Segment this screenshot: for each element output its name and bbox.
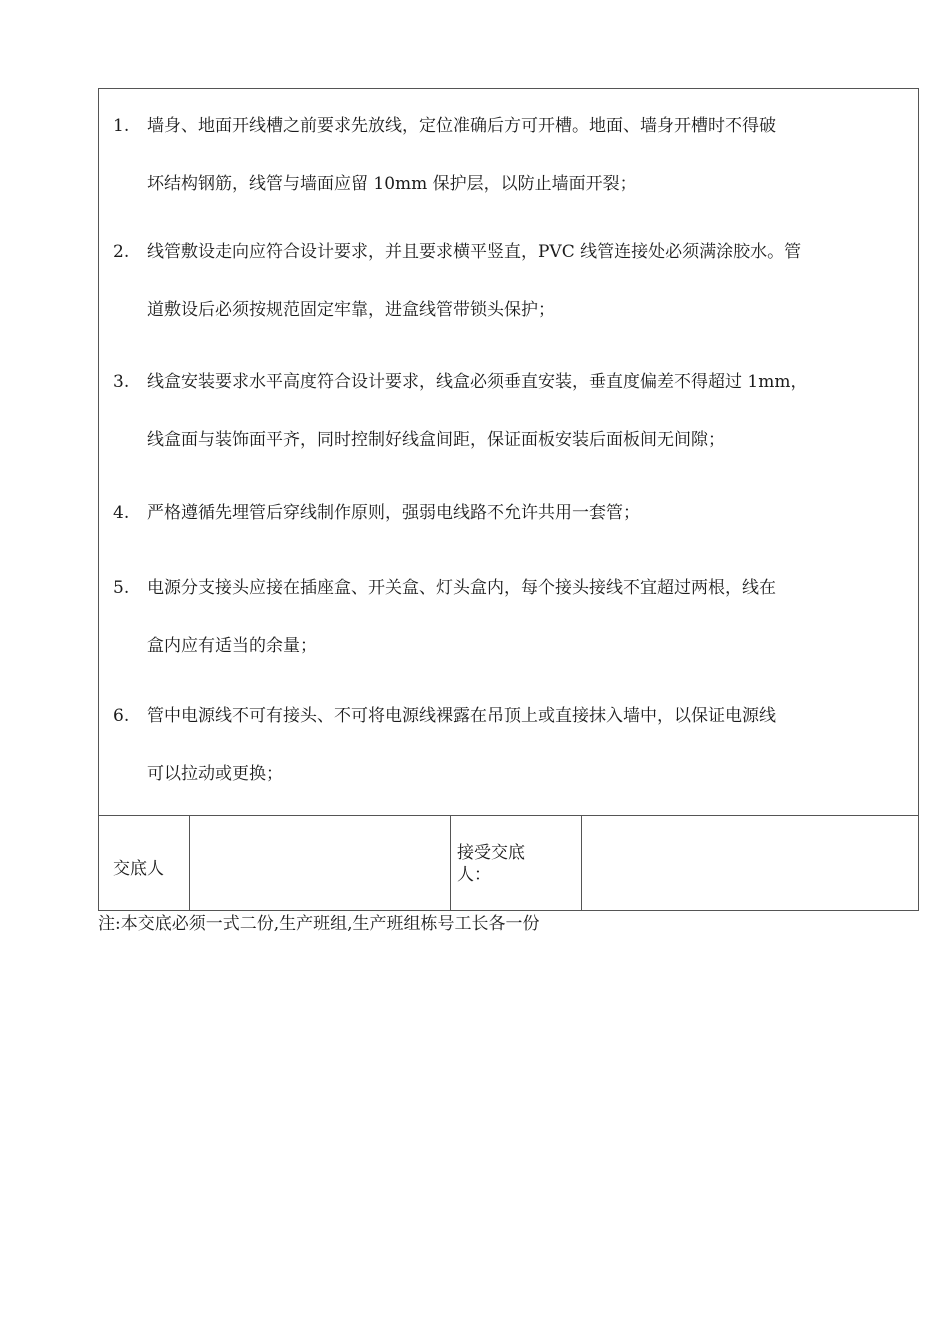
item-text: 电源分支接头应接在插座盒、开关盒、灯头盒内，每个接头接线不宜超过两根，线在 盒内应有适当的余量； xyxy=(147,578,776,656)
item-number: 2. xyxy=(113,242,130,262)
receiver-signature-field[interactable] xyxy=(582,816,918,910)
footnote: 注:本交底必须一式二份,生产班组,生产班组栋号工长各一份 xyxy=(98,914,540,934)
requirement-item-4 xyxy=(113,484,913,542)
discloser-signature-field[interactable] xyxy=(190,816,451,910)
discloser-label-cell xyxy=(99,816,190,910)
signature-row xyxy=(99,816,918,910)
requirement-item-6 xyxy=(113,687,913,803)
requirements-cell xyxy=(99,89,918,816)
item-number: 6. xyxy=(113,706,130,726)
receiver-label: 接受交底人： xyxy=(457,843,525,885)
item-text: 管中电源线不可有接头、不可将电源线裸露在吊顶上或直接抹入墙中，以保证电源线 可以拉动或更换； xyxy=(147,706,776,784)
item-text: 严格遵循先埋管后穿线制作原则，强弱电线路不允许共用一套管； xyxy=(147,503,640,523)
requirement-item-2 xyxy=(113,223,913,339)
item-text: 线盒安装要求水平高度符合设计要求，线盒必须垂直安装，垂直度偏差不得超过 1mm， 线盒面与装饰面平齐，同时控制好线盒间距，保证面板安装后面板间无间隙； xyxy=(147,372,808,450)
requirement-item-1 xyxy=(113,97,913,213)
receiver-label-cell xyxy=(451,816,582,910)
item-number: 5. xyxy=(113,578,130,598)
item-text: 线管敷设走向应符合设计要求，并且要求横平竖直，PVC 线管连接处必须满涂胶水。管 道敷设后必须按规范固定牢靠，进盒线管带锁头保护； xyxy=(147,242,802,320)
discloser-label: 交底人 xyxy=(113,859,164,879)
item-number: 1. xyxy=(113,116,130,136)
item-text: 墙身、地面开线槽之前要求先放线，定位准确后方可开槽。地面、墙身开槽时不得破 坏结构钢筋，线管与墙面应留 10mm 保护层，以防止墙面开裂； xyxy=(147,116,776,194)
requirement-item-3 xyxy=(113,353,913,469)
item-number: 3. xyxy=(113,372,130,392)
item-number: 4. xyxy=(113,503,130,523)
requirement-item-5 xyxy=(113,559,913,675)
disclosure-table xyxy=(98,88,919,911)
